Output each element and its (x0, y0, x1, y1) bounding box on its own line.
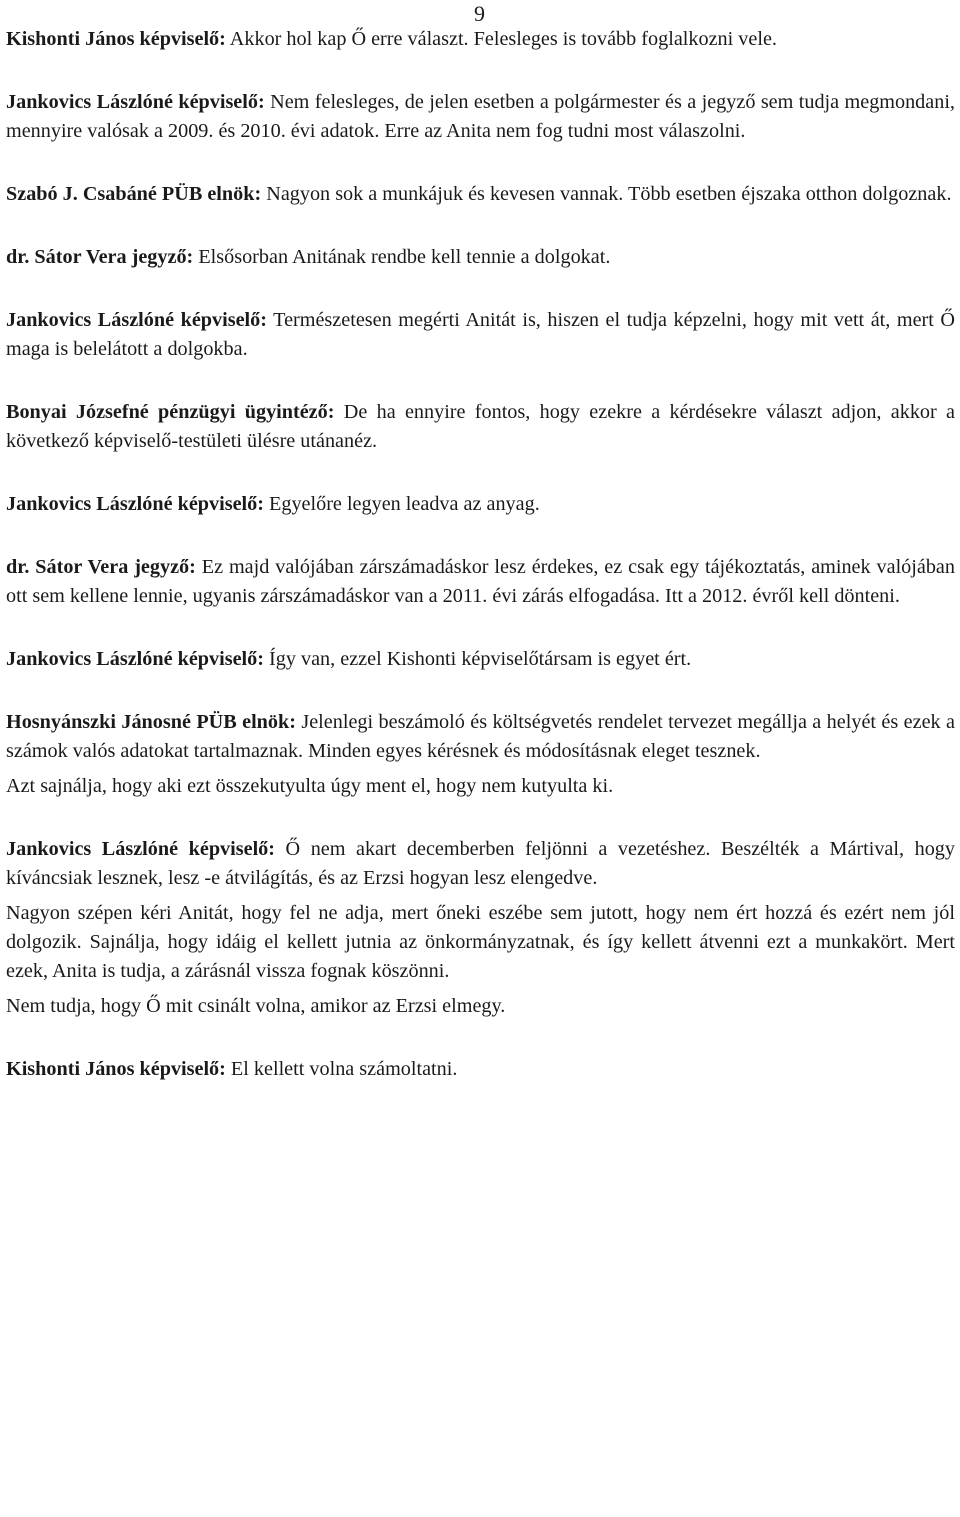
paragraph (6, 835, 955, 893)
paragraph (6, 88, 955, 146)
page-number: 9 (474, 1, 485, 26)
speaker-name: Jankovics Lászlóné képviselő: (6, 91, 265, 113)
speaker-name: Kishonti János képviselő: (6, 1058, 226, 1080)
speaker-name: dr. Sátor Vera jegyző: (6, 246, 194, 268)
paragraph-text: Természetesen megérti Anitát is, hiszen el tudja képzelni, hogy mit vett át, mert Ő maga is belelátott a dolgokba. (6, 309, 955, 360)
speaker-name: Bonyai Józsefné pénzügyi ügyintéző: (6, 401, 335, 423)
speaker-name: Jankovics Lászlóné képviselő: (6, 648, 264, 670)
paragraph-text: El kellett volna számoltatni. (225, 1058, 458, 1080)
paragraph-text: De ha ennyire fontos, hogy ezekre a kérdésekre választ adjon, akkor a következő képviselő-testületi ülésre utánanéz. (6, 401, 955, 452)
paragraph (6, 772, 955, 801)
paragraph-text: Így van, ezzel Kishonti képviselőtársam is egyet ért. (263, 648, 692, 670)
paragraph-text: Ő nem akart decemberben feljönni a vezetéshez. Beszélték a Mártival, hogy kíváncsiak lesznek, lesz -e átvilágítás, és az Erzsi hogyan lesz elengedve. (6, 838, 955, 889)
speaker-name: Jankovics Lászlóné képviselő: (6, 493, 264, 515)
paragraph (6, 180, 955, 209)
paragraph (6, 243, 955, 272)
paragraph-text: Akkor hol kap Ő erre választ. Felesleges is tovább foglalkozni vele. (225, 28, 777, 50)
speaker-name: Jankovics Lászlóné képviselő: (6, 309, 267, 331)
paragraph (6, 25, 955, 54)
paragraph (6, 708, 955, 766)
speaker-name: dr. Sátor Vera jegyző: (6, 556, 196, 578)
paragraph-text: Nagyon sok a munkájuk és kevesen vannak. Több esetben éjszaka otthon dolgoznak. (261, 183, 952, 205)
paragraph-text: Elsősorban Anitának rendbe kell tennie a dolgokat. (193, 246, 611, 268)
paragraph (6, 490, 955, 519)
speaker-name: Hosnyánszki Jánosné PÜB elnök: (6, 711, 296, 733)
paragraph-text: Egyelőre legyen leadva az anyag. (263, 493, 540, 515)
speaker-name: Kishonti János képviselő: (6, 28, 226, 50)
paragraph-text: Nagyon szépen kéri Anitát, hogy fel ne adja, mert őneki eszébe sem jutott, hogy nem ért hozzá és ezért nem jól dolgozik. Sajnálja, hogy idáig el kellett jutnia az önkormányzatnak, és így kellett átvenni ezt a munkakört. Mert ezek, Anita is tudja, a zárásnál vissza fognak köszönni. (6, 902, 955, 982)
paragraph-text: Nem tudja, hogy Ő mit csinált volna, amikor az Erzsi elmegy. (6, 995, 506, 1017)
paragraph-text: Jelenlegi beszámoló és költségvetés rendelet tervezet megállja a helyét és ezek a számok valós adatokat tartalmaznak. Minden egyes kérésnek és módosításnak eleget tesznek. (6, 711, 955, 762)
paragraph (6, 1055, 955, 1084)
paragraph (6, 645, 955, 674)
paragraph (6, 306, 955, 364)
paragraph-text: Nem felesleges, de jelen esetben a polgármester és a jegyző sem tudja megmondani, mennyire valósak a 2009. és 2010. évi adatok. Erre az Anita nem fog tudni most válaszolni. (6, 91, 955, 142)
paragraph (6, 553, 955, 611)
paragraph-text: Azt sajnálja, hogy aki ezt összekutyulta úgy ment el, hogy nem kutyulta ki. (6, 775, 614, 797)
paragraph (6, 899, 955, 986)
speaker-name: Jankovics Lászlóné képviselő: (6, 838, 275, 860)
paragraph (6, 992, 955, 1021)
speaker-name: Szabó J. Csabáné PÜB elnök: (6, 183, 262, 205)
paragraph-text: Ez majd valójában zárszámadáskor lesz érdekes, ez csak egy tájékoztatás, aminek valójában ott sem kellene lennie, ugyanis zárszámadáskor van a 2011. évi zárás elfogadása. Itt a 2012. évről kell dönteni. (6, 556, 955, 607)
document-body (6, 25, 955, 1084)
paragraph (6, 398, 955, 456)
